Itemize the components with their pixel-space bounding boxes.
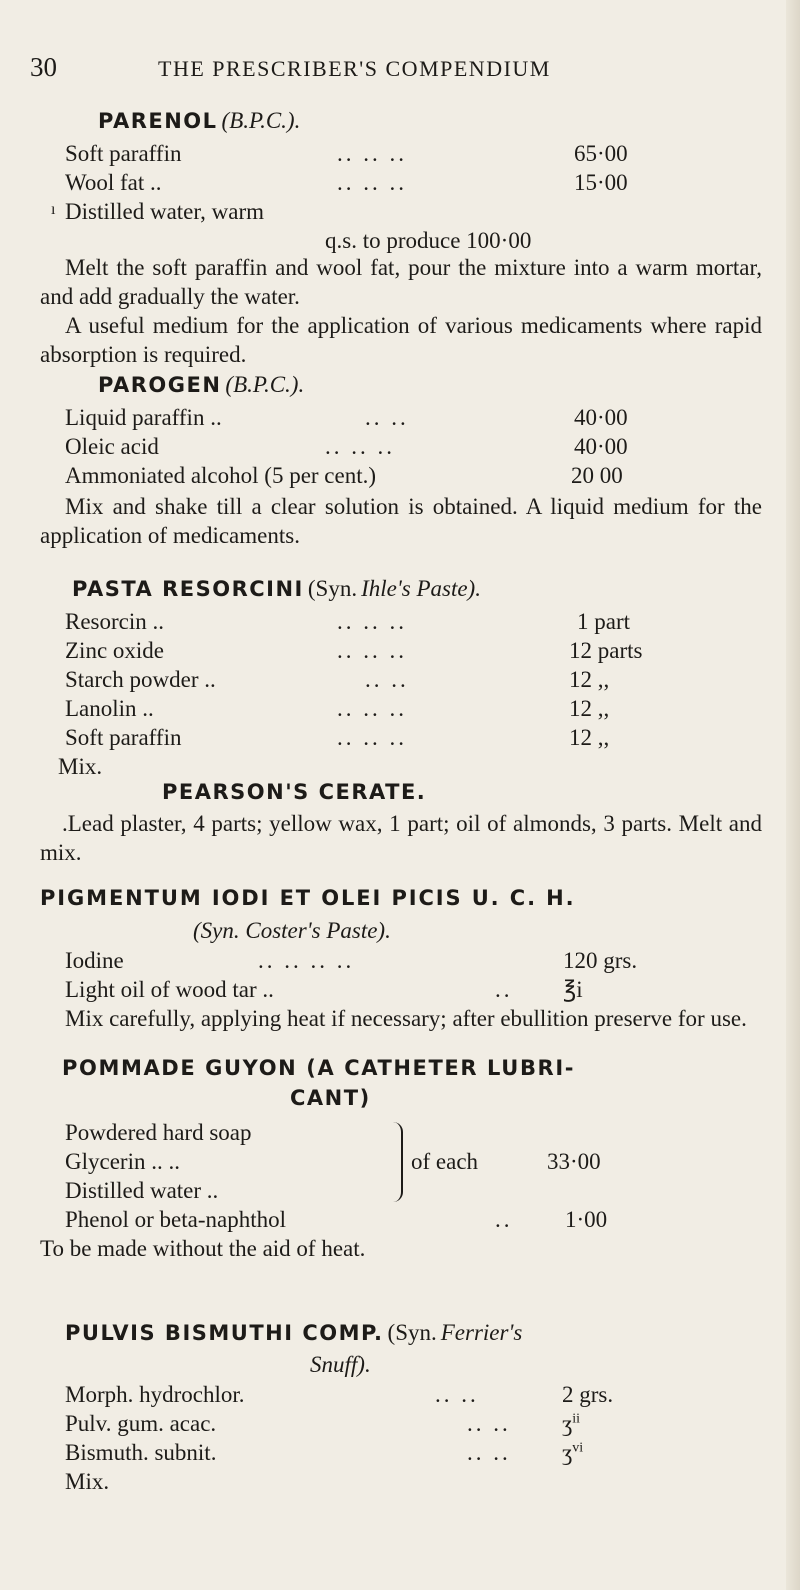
ingredient-row: Powdered hard soap: [65, 1120, 252, 1145]
ingredient-list: [65, 1380, 705, 1496]
note-text: A useful medium for the application of various medicaments where rapid absorption is required.: [40, 313, 762, 367]
group-text: of each: [411, 1149, 479, 1174]
ingredient-row: Lanolin .. .. .. .. 12 ,,: [65, 696, 610, 721]
entry-title: PAROGEN (B.P.C.).: [98, 372, 305, 397]
ingredient-row: Iodine .. .. .. .. 120 grs.: [65, 948, 638, 973]
grouped-ingredients: [65, 1118, 705, 1208]
ingredient-row: Zinc oxide .. .. .. 12 parts: [65, 638, 643, 663]
entry-title: PASTA RESORCINI (Syn. Ihle's Paste).: [72, 576, 481, 601]
entry-title: PARENOL (B.P.C.).: [98, 108, 301, 133]
ingredient-list: [51, 139, 665, 255]
ingredient-row: Phenol or beta-naphthol .. 1·00: [65, 1207, 608, 1232]
ingredient-row: Light oil of wood tar .. .. ℥i: [65, 977, 583, 1002]
ingredient-list: [58, 607, 705, 781]
synonym-line: (Syn. Coster's Paste).: [193, 918, 391, 943]
ingredient-row: Wool fat .. .. .. .. 15·00: [65, 170, 628, 195]
ingredient-row: Resorcin .. .. .. .. 1 part: [65, 609, 631, 634]
entry-title-continued: CANT): [290, 1086, 371, 1110]
ingredient-row: Liquid paraffin .. .. .. 40·00: [65, 405, 628, 430]
ingredient-list: [65, 1205, 705, 1234]
ingredient-row: Morph. hydrochlor. .. .. 2 grs.: [65, 1382, 614, 1407]
ingredient-row: Soft paraffin .. .. .. 65·00: [65, 141, 628, 166]
page-edge-shadow: [786, 0, 800, 1590]
ingredient-row: Glycerin .. ..: [65, 1149, 180, 1174]
entry-title: PEARSON'S CERATE.: [162, 780, 427, 804]
entry-title: PIGMENTUM IODI ET OLEI PICIS U. C. H.: [40, 886, 576, 910]
ingredient-row: Oleic acid .. .. .. 40·00: [65, 434, 628, 459]
method-text: .Lead plaster, 4 parts; yellow wax, 1 part; oil of almonds, 3 parts. Melt and mix.: [40, 811, 762, 865]
ingredient-list: [65, 946, 705, 1004]
note-text: To be made without the aid of heat.: [40, 1236, 366, 1261]
note-text: Mix and shake till a clear solution is obtained. A liquid medium for the application of medicaments.: [40, 494, 762, 548]
ingredient-row: Bismuth. subnit. .. .. ʒ$^{vi}$: [65, 1440, 584, 1465]
ingredient-row: Ammoniated alcohol (5 per cent.) 20 00: [65, 463, 623, 488]
synonym-continued: Snuff).: [310, 1352, 371, 1377]
page-number: 30: [30, 52, 57, 82]
mix-instruction: Mix.: [58, 754, 103, 779]
ingredient-row: Starch powder .. .. .. 12 ,,: [65, 667, 610, 692]
ingredient-row: q.s. to produce 100·00: [325, 228, 532, 253]
page-header: [30, 52, 770, 92]
entry-title: POMMADE GUYON (A CATHETER LUBRI-: [62, 1056, 576, 1080]
ingredient-row: ı Distilled water, warm: [51, 199, 264, 224]
grouping-brace: [393, 1122, 403, 1202]
method-text: Mix carefully, applying heat if necessary; after ebullition preserve for use.: [65, 1006, 747, 1031]
ingredient-row: Distilled water ..: [65, 1178, 219, 1203]
ingredient-row: Soft paraffin .. .. .. 12 ,,: [65, 725, 610, 750]
ingredient-row: Pulv. gum. acac. .. .. ʒ$^{ii}$: [65, 1411, 580, 1436]
method-text: Melt the soft paraffin and wool fat, pour the mixture into a warm mortar, and add gradually the water.: [40, 255, 762, 309]
mix-instruction: Mix.: [65, 1469, 110, 1494]
entry-title: PULVIS BISMUTHI COMP. (Syn. Ferrier's: [65, 1320, 523, 1345]
group-quantity: 33·00: [547, 1149, 601, 1174]
running-title: THE PRESCRIBER'S COMPENDIUM: [158, 56, 551, 81]
ingredient-list: [65, 403, 665, 490]
